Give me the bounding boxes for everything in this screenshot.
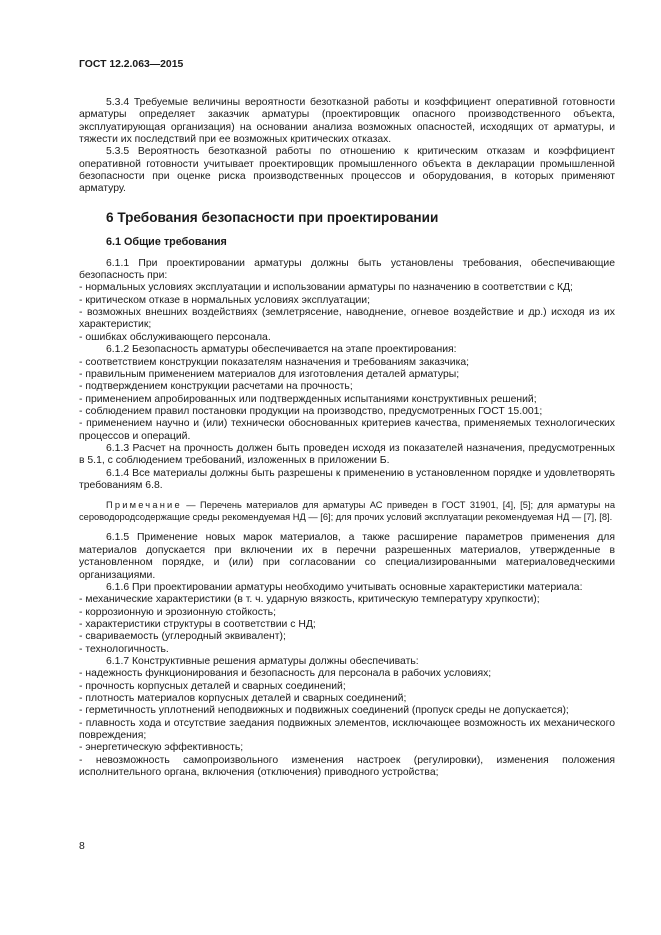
list-item: - плотность материалов корпусных деталей и сварных соединений; xyxy=(79,692,407,704)
list-item: - нормальных условиях эксплуатации и использовании арматуры по назначению в соответствии с КД; xyxy=(79,282,573,294)
note xyxy=(79,500,615,523)
list-item: - ошибках обслуживающего персонала. xyxy=(79,331,271,343)
note-label: Примечание xyxy=(106,500,182,511)
page-number: 8 xyxy=(79,841,85,852)
paragraph-6-1-6: 6.1.6 При проектировании арматуры необходимо учитывать основные характеристики материала: xyxy=(106,581,583,593)
list-item: - механические характеристики (в т. ч. ударную вязкость, критическую температуру хрупкости); xyxy=(79,594,540,606)
list-item: - применением апробированных или подтвержденных испытаниями конструктивных решений; xyxy=(79,393,537,405)
list-item: - соблюдением правил постановки продукции на производство, предусмотренных ГОСТ 15.001; xyxy=(79,405,543,417)
list-item: - прочность корпусных деталей и сварных соединений; xyxy=(79,680,346,692)
paragraph-6-1-2: 6.1.2 Безопасность арматуры обеспечивается на этапе проектирования: xyxy=(106,344,457,356)
list-item: - технологичность. xyxy=(79,643,169,655)
list-item: - коррозионную и эрозионную стойкость; xyxy=(79,606,276,618)
list-item: - надежность функционирования и безопасность для персонала в рабочих условиях; xyxy=(79,668,492,680)
list-item: - энергетическую эффективность; xyxy=(79,742,244,754)
paragraph-6-1-1: 6.1.1 При проектировании арматуры должны быть установлены требования, обеспечивающие безопасность при: xyxy=(79,257,615,282)
paragraph-6-1-5: 6.1.5 Применение новых марок материалов, а также расширение параметров применения для материалов допускается при включении их в перечни разрешенных материалов, утвержденные в установленном порядке, и (или) при согласовании со специализированными материаловедческими организациями. xyxy=(79,532,615,581)
paragraph-6-1-3: 6.1.3 Расчет на прочность должен быть проведен исходя из показателей назначения, предусмотренных в 5.1, с соблюдением требований, изложенных в приложении Б. xyxy=(79,442,615,467)
list-item: - соответствием конструкции показателям назначения и требованиям заказчика; xyxy=(79,356,470,368)
paragraph-5-3-5: 5.3.5 Вероятность безотказной работы по отношению к критическим отказам и коэффициент оперативной готовности учитывает проектировщик промышленного объекта в декларации промышленной безопасности при оценке риска производственных процессов и оборудования, в которых применяют арматуру. xyxy=(79,146,615,195)
list-item: - характеристики структуры в соответствии с НД; xyxy=(79,618,316,630)
list-item: - герметичность уплотнений неподвижных и подвижных соединений (пропуск среды не допускается); xyxy=(79,705,569,717)
list-item: - правильным применением материалов для изготовления деталей арматуры; xyxy=(79,368,460,380)
list-item: - критическом отказе в нормальных условиях эксплуатации; xyxy=(79,294,370,306)
list-item: - возможных внешних воздействиях (землетрясение, наводнение, огневое воздействие и др.) исходя из их характеристик; xyxy=(79,307,615,331)
note-text: — Перечень материалов для арматуры АС приведен в ГОСТ 31901, [4], [5]; для арматуры на сероводородсодержащие среды рекомендуемая НД — [6]; для прочих условий эксплуатации рекомендуемая НД — [7], [8]. xyxy=(79,500,615,522)
page-content xyxy=(79,97,615,779)
paragraph-6-1-4: 6.1.4 Все материалы должны быть разрешены к применению в установленном порядке и удовлетворять требованиям 6.8. xyxy=(79,467,615,491)
list-item: - применением научно и (или) технически обоснованных критериев качества, применяемых технологических процессов и операций. xyxy=(79,418,615,442)
list-item: - плавность хода и отсутствие заедания подвижных элементов, исключающее возможность их механического повреждения; xyxy=(79,717,615,741)
standard-header: ГОСТ 12.2.063—2015 xyxy=(79,59,184,70)
list-item: - свариваемость (углеродный эквивалент); xyxy=(79,631,286,643)
section-title: 6 Требования безопасности при проектировании xyxy=(106,209,439,225)
subsection-title: 6.1 Общие требования xyxy=(106,235,227,248)
list-item: - подтверждением конструкции расчетами на прочность; xyxy=(79,381,353,393)
list-item: - невозможность самопроизвольного изменения настроек (регулировки), изменения положения исполнительного органа, включения (отключения) приводного устройства; xyxy=(79,754,615,778)
paragraph-5-3-4: 5.3.4 Требуемые величины вероятности безотказной работы и коэффициент оперативной готовности арматуры определяет заказчик арматуры (проектировщик опасного производственного объекта, эксплуатирующая организация) на основании анализа возможных опасностей, исходящих от арматуры, и тяжести их последствий при ее возможных критических отказах. xyxy=(79,97,615,146)
paragraph-6-1-7: 6.1.7 Конструктивные решения арматуры должны обеспечивать: xyxy=(106,655,419,667)
